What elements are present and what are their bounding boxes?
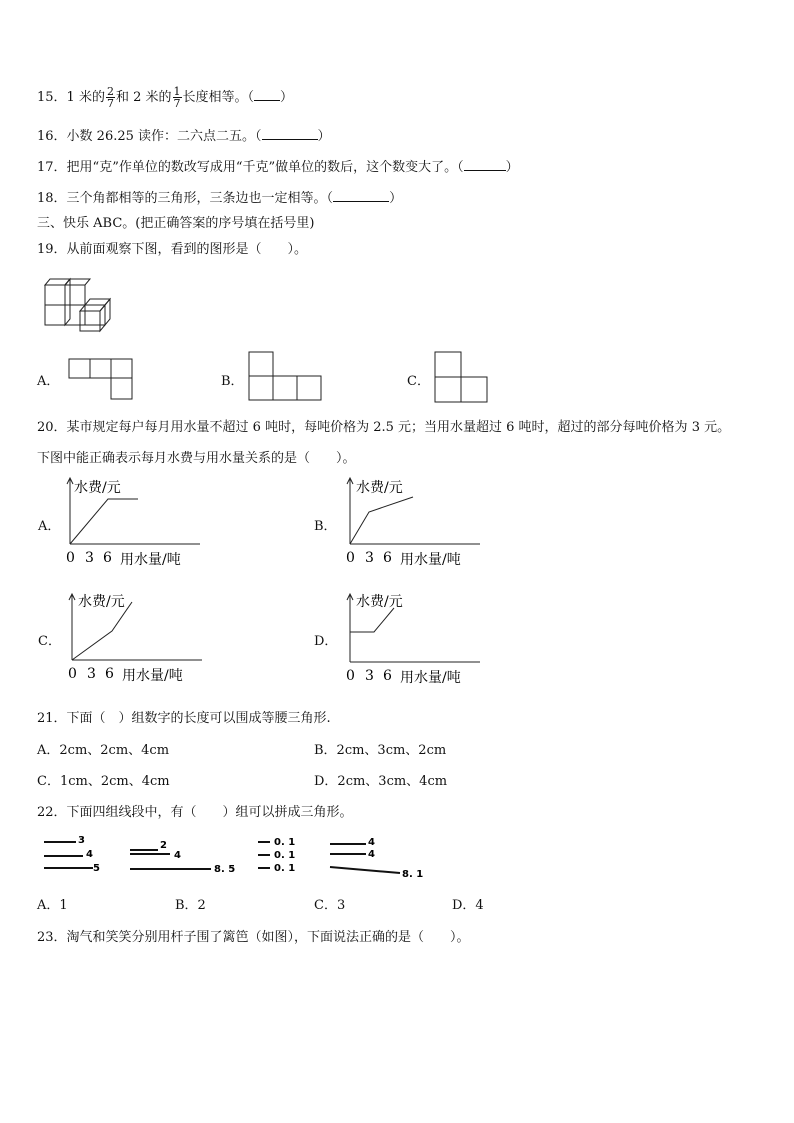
segment-label: 4 <box>368 837 375 848</box>
y-axis-label: 水费/元 <box>74 480 121 496</box>
segment-label: 0. 1 <box>274 850 296 861</box>
question-number: 15． <box>37 90 67 105</box>
option-c[interactable] <box>37 770 170 789</box>
segment-label: 8. 5 <box>214 864 236 875</box>
tick-label: 6 <box>383 550 392 566</box>
graph-d <box>340 588 490 688</box>
question-22 <box>37 801 353 820</box>
denominator: 7 <box>106 97 114 110</box>
y-axis-label: 水费/元 <box>356 480 403 496</box>
segment-label: 0. 1 <box>274 837 296 848</box>
cube-stack-figure <box>40 275 122 335</box>
option-label: D．4 <box>452 898 484 913</box>
option-c-figure <box>433 350 491 404</box>
section-title: 三、快乐 ABC。(把正确答案的序号填在括号里) <box>37 216 315 231</box>
option-label: C． <box>38 634 61 649</box>
question-text: ） <box>389 191 403 206</box>
question-number: 22． <box>37 805 67 820</box>
segment-label: 5 <box>93 863 100 874</box>
option-b[interactable] <box>221 370 244 389</box>
x-axis-label: 用水量/吨 <box>400 552 461 568</box>
question-number: 19． <box>37 242 67 257</box>
question-text: 小数 26.25 读作：二六点二五。（ <box>66 129 262 144</box>
segment <box>330 867 400 873</box>
option-b[interactable] <box>314 515 337 534</box>
segment-groups-figure <box>38 830 438 882</box>
y-axis-label: 水费/元 <box>78 594 125 610</box>
option-d[interactable] <box>452 894 484 913</box>
y-axis-label: 水费/元 <box>356 594 403 610</box>
answer-blank[interactable] <box>254 88 280 101</box>
question-text: 下图中能正确表示每月水费与用水量关系的是（ ）。 <box>37 451 356 466</box>
option-label: A．1 <box>37 898 68 913</box>
option-c[interactable] <box>407 370 430 389</box>
question-text: 1 米的 <box>66 90 105 105</box>
segment-label: 3 <box>78 835 85 846</box>
option-a[interactable] <box>38 515 60 534</box>
answer-blank[interactable] <box>262 127 318 140</box>
graph-a <box>60 472 210 572</box>
option-a[interactable] <box>37 739 169 758</box>
question-text: 下面（ ）组数字的长度可以围成等腰三角形. <box>66 711 331 726</box>
x-axis-label: 用水量/吨 <box>122 668 183 684</box>
option-label: D．2cm、3cm、4cm <box>314 774 448 789</box>
question-number: 16． <box>37 129 67 144</box>
denominator: 7 <box>173 97 181 110</box>
option-b-figure <box>247 350 323 402</box>
question-number: 23． <box>37 930 67 945</box>
fraction <box>173 86 182 109</box>
question-16 <box>37 125 331 144</box>
segment-label: 8. 1 <box>402 869 424 880</box>
option-b[interactable] <box>175 894 206 913</box>
option-label: B． <box>221 374 244 389</box>
question-23 <box>37 926 470 945</box>
question-text: 和 2 米的 <box>115 90 172 105</box>
option-label: A． <box>37 374 60 389</box>
question-text: ） <box>505 160 519 175</box>
option-label: B． <box>314 519 337 534</box>
segment-label: 2 <box>160 840 167 851</box>
fraction <box>106 86 115 109</box>
option-c[interactable] <box>38 630 61 649</box>
segment-label: 4 <box>174 850 181 861</box>
tick-label: 3 <box>85 550 94 566</box>
option-label: A． <box>38 519 61 534</box>
option-d[interactable] <box>314 630 337 649</box>
option-c[interactable] <box>314 894 345 913</box>
numerator: 1 <box>173 85 181 98</box>
question-text: 淘气和笑笑分别用杆子围了篱笆（如图），下面说法正确的是（ ）。 <box>66 930 470 945</box>
option-label: B．2 <box>175 898 206 913</box>
question-text: 长度相等。（ <box>182 90 255 105</box>
option-a[interactable] <box>37 894 68 913</box>
option-label: A．2cm、2cm、4cm <box>37 743 170 758</box>
question-text: 下面四组线段中，有（ ）组可以拼成三角形。 <box>66 805 353 820</box>
option-label: C． <box>407 374 430 389</box>
tick-label: 0 <box>68 666 77 682</box>
numerator: 2 <box>106 85 114 98</box>
graph-c <box>62 588 212 688</box>
tick-label: 0 <box>346 550 355 566</box>
option-a-figure <box>68 356 134 402</box>
section-heading <box>37 212 314 231</box>
tick-label: 3 <box>365 550 374 566</box>
question-20 <box>37 416 730 435</box>
tick-label: 3 <box>87 666 96 682</box>
question-19 <box>37 238 307 257</box>
x-axis-label: 用水量/吨 <box>400 670 461 686</box>
tick-label: 3 <box>365 668 374 684</box>
tick-label: 6 <box>105 666 114 682</box>
question-number: 17． <box>37 160 67 175</box>
option-label: D． <box>314 634 338 649</box>
question-text: ） <box>280 90 294 105</box>
option-label: C．3 <box>314 898 346 913</box>
option-b[interactable] <box>314 739 446 758</box>
question-15 <box>37 86 293 109</box>
segment-label: 0. 1 <box>274 863 296 874</box>
question-number: 20． <box>37 420 67 435</box>
question-21 <box>37 707 331 726</box>
tick-label: 0 <box>66 550 75 566</box>
question-text: 某市规定每户每月用水量不超过 6 吨时，每吨价格为 2.5 元；当用水量超过 6 吨时，超过的部分每吨价格为 3 元。 <box>66 420 731 435</box>
option-a[interactable] <box>37 370 59 389</box>
option-label: C．1cm、2cm、4cm <box>37 774 170 789</box>
option-label: B．2cm、3cm、2cm <box>314 743 447 758</box>
segment-label: 4 <box>86 849 93 860</box>
question-text: 从前面观察下图，看到的图形是（ ）。 <box>66 242 308 257</box>
tick-label: 0 <box>346 668 355 684</box>
answer-blank[interactable] <box>333 189 389 202</box>
answer-blank[interactable] <box>464 158 506 171</box>
option-d[interactable] <box>314 770 447 789</box>
question-number: 21． <box>37 711 67 726</box>
question-number: 18． <box>37 191 67 206</box>
graph-b <box>340 472 490 572</box>
question-20-line2 <box>37 447 356 466</box>
question-text: ） <box>317 129 331 144</box>
question-17 <box>37 156 519 175</box>
question-text: 三个角都相等的三角形，三条边也一定相等。（ <box>66 191 334 206</box>
tick-label: 6 <box>103 550 112 566</box>
segment-label: 4 <box>368 849 375 860</box>
tick-label: 6 <box>383 668 392 684</box>
question-18 <box>37 187 402 206</box>
question-text: 把用“克”作单位的数改写成用“千克”做单位的数后，这个数变大了。（ <box>66 160 464 175</box>
x-axis-label: 用水量/吨 <box>120 552 181 568</box>
